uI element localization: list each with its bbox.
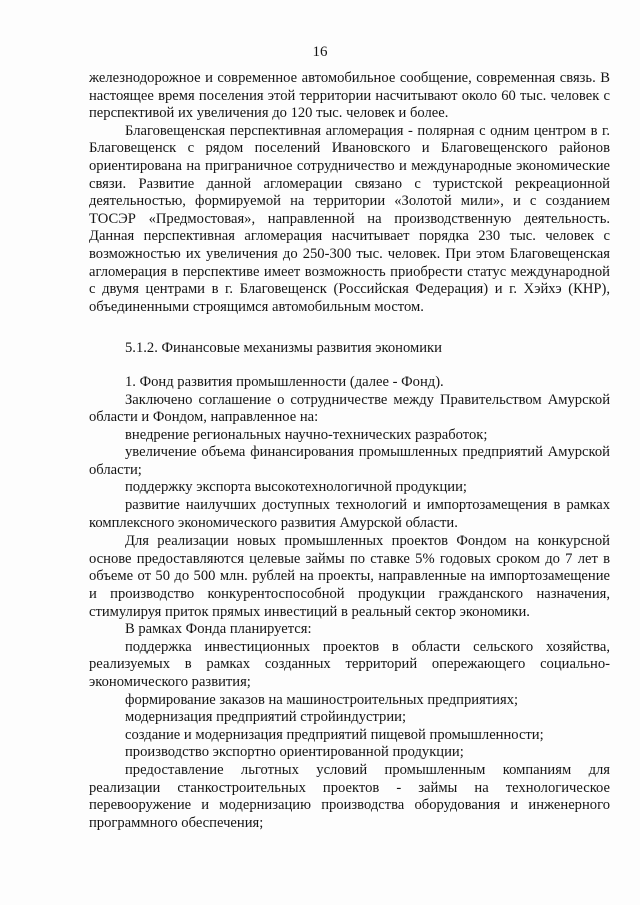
fund-heading: 1. Фонд развития промышленности (далее - Фонд). (125, 373, 444, 390)
paragraph-agglomeration: Благовещенская перспективная агломерация - полярная с одним центром в г. Благовещенск с рядом поселений Ивановского и Благовещенского районов ориентирована на приграничное сотрудничество и международные экономические связи. Развитие данной агломерации связано с туристской рекреационной деятельностью, формируемой на территории «Золотой мили», и с созданием ТОСЭР «Предмостовая», направленной на производственную деятельность. Данная перспективная агломерация насчитывает порядка 230 тыс. человек с возможностью их увеличения до 250-300 тыс. человек. При этом Благовещенская агломерация в перспективе имеет возможность приобрести статус международной с двумя центрами в г. Благовещенск (Российская Федерация) и г. Хэйхэ (КНР), объединенными строящимся автомобильным мостом. (89, 122, 610, 315)
paragraph-transport: железнодорожное и современное автомобильное сообщение, современная связь. В настоящее время поселения этой территории насчитывают около 60 тыс. человек с перспективой их увеличения до 120 тыс. человек и более. (89, 70, 610, 122)
list-item: внедрение региональных научно-технических разработок; (125, 426, 488, 443)
document-body (89, 70, 610, 832)
agreement-list (89, 427, 610, 533)
list-item: модернизация предприятий стройиндустрии; (125, 709, 407, 726)
list-item: предоставление льготных условий промышленным компаниям для реализации станкостроительных проектов - займы на технологическое перевооружение и модернизацию производства оборудования и инженерного программного обеспечения; (89, 761, 610, 831)
list-item: производство экспортно ориентированной продукции; (125, 744, 464, 761)
plans-list (89, 639, 610, 833)
loans-paragraph: Для реализации новых промышленных проектов Фондом на конкурсной основе предоставляются целевые займы по ставке 5% годовых сроком до 7 лет в объеме от 50 до 500 млн. рублей на проекты, направленные на импортозамещение и производство конкурентоспособной продукции гражданского назначения, стимулируя приток прямых инвестиций в реальный сектор экономики. (89, 533, 610, 620)
agreement-paragraph: Заключено соглашение о сотрудничестве между Правительством Амурской области и Фондом, направленное на: (89, 391, 610, 426)
page-number: 16 (312, 44, 328, 60)
list-item: формирование заказов на машиностроительных предприятиях; (125, 691, 519, 708)
list-item: создание и модернизация предприятий пищевой промышленности; (125, 726, 544, 743)
list-item: увеличение объема финансирования промышленных предприятий Амурской области; (89, 444, 610, 478)
list-item: поддержку экспорта высокотехнологичной продукции; (125, 479, 467, 496)
plans-intro: В рамках Фонда планируется: (125, 621, 312, 638)
section-heading: 5.1.2. Финансовые механизмы развития экономики (125, 340, 442, 357)
list-item: развитие наилучших доступных технологий и импортозамещения в рамках комплексного экономического развития Амурской области. (89, 497, 610, 531)
list-item: поддержка инвестиционных проектов в области сельского хозяйства, реализуемых в рамках созданных территорий опережающего социально-экономического развития; (89, 638, 610, 690)
